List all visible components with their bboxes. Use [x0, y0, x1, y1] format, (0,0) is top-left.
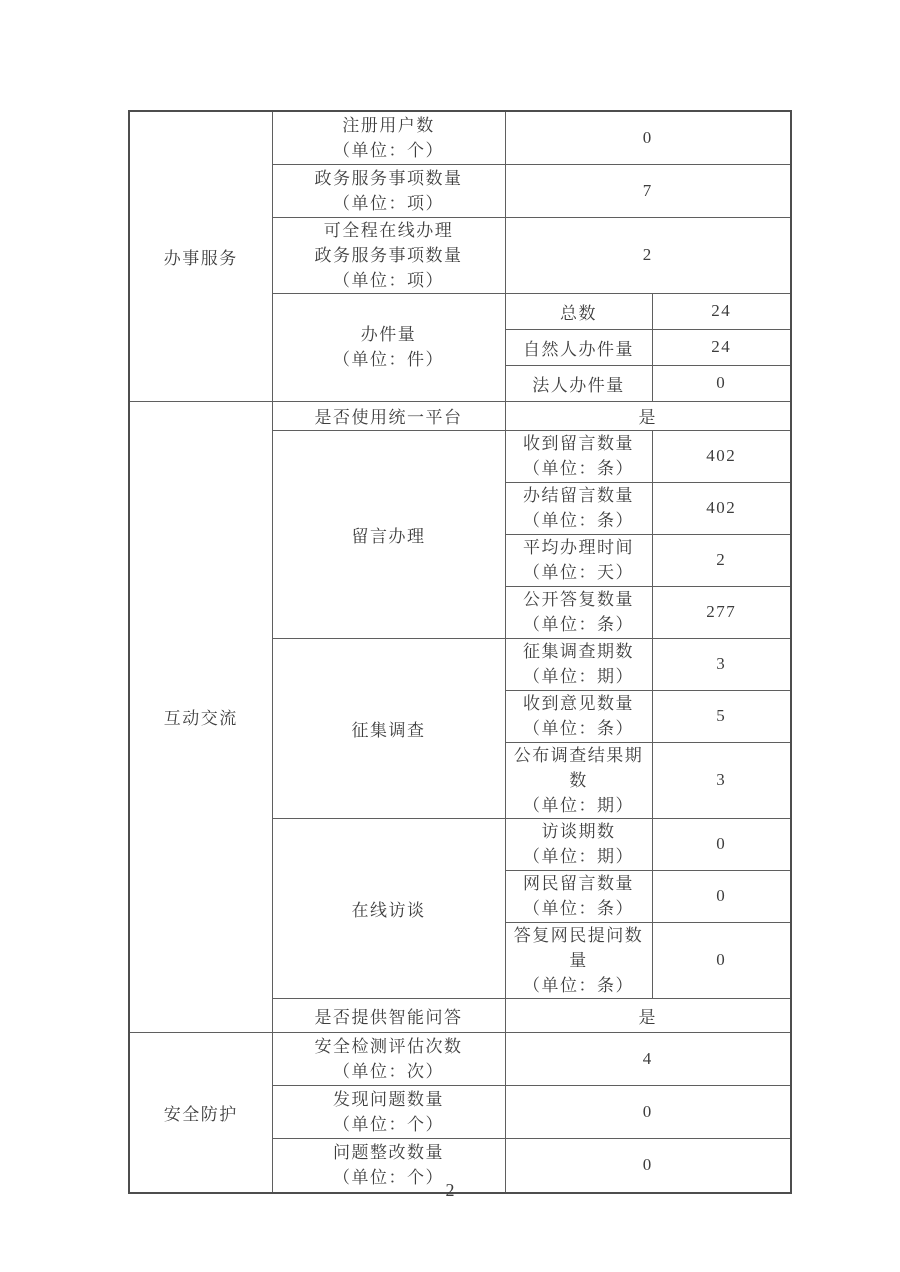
- item-unit: （单位：条）: [523, 975, 634, 995]
- sub-item-label-cell: [505, 818, 652, 870]
- value-cell: 是: [505, 401, 791, 430]
- item-unit: （单位：天）: [523, 563, 634, 582]
- item-label: 征集调查期数: [523, 642, 634, 661]
- sub-value-cell: 0: [652, 870, 791, 922]
- item-unit: （单位：条）: [523, 459, 634, 478]
- item-label: 公开答复数量: [523, 590, 634, 609]
- item-unit: （单位：项）: [333, 270, 444, 290]
- item-label-cell: [272, 1085, 505, 1138]
- sub-item-label-cell: 自然人办件量: [505, 329, 652, 365]
- page-number: 2: [445, 1180, 455, 1200]
- item-unit: （单位：期）: [523, 667, 634, 686]
- sub-value-cell: 3: [652, 742, 791, 818]
- value-cell: 0: [505, 111, 791, 164]
- sub-item-label-cell: [505, 534, 652, 586]
- value-cell: 是: [505, 998, 791, 1032]
- group-label-cell: 留言办理: [272, 430, 505, 638]
- sub-item-label-cell: [505, 690, 652, 742]
- value-cell: 2: [505, 217, 791, 293]
- value-cell: 7: [505, 164, 791, 217]
- sub-value-cell: 402: [652, 430, 791, 482]
- table-row: [129, 1032, 791, 1085]
- item-label: 收到意见数量: [523, 694, 634, 713]
- sub-item-label-cell: 总数: [505, 293, 652, 329]
- item-label-cell: 是否提供智能问答: [272, 998, 505, 1032]
- item-label-cell: [272, 111, 505, 164]
- sub-value-cell: 2: [652, 534, 791, 586]
- group-unit: （单位：件）: [333, 350, 444, 369]
- sub-value-cell: 0: [652, 365, 791, 401]
- sub-item-label-cell: [505, 482, 652, 534]
- section-category-cell: 办事服务: [129, 111, 272, 401]
- sub-value-cell: 402: [652, 482, 791, 534]
- item-unit: （单位：个）: [333, 1114, 444, 1134]
- sub-item-label-cell: [505, 870, 652, 922]
- item-label: 答复网民提问数量: [513, 925, 644, 970]
- item-label: 政务服务事项数量: [314, 168, 463, 188]
- sub-value-cell: 3: [652, 638, 791, 690]
- item-unit: （单位：条）: [523, 899, 634, 918]
- sub-value-cell: 24: [652, 329, 791, 365]
- value-cell: 0: [505, 1138, 791, 1193]
- item-label: 注册用户数: [342, 115, 435, 135]
- item-label: 问题整改数量: [333, 1143, 444, 1163]
- sub-item-label-cell: [505, 586, 652, 638]
- group-label-cell: 在线访谈: [272, 818, 505, 998]
- section-category-cell: 互动交流: [129, 401, 272, 1032]
- item-label: 访谈期数: [541, 822, 616, 841]
- item-label-cell: [272, 217, 505, 293]
- item-unit: （单位：次）: [333, 1061, 444, 1081]
- section-category-cell: 安全防护: [129, 1032, 272, 1193]
- item-label: 安全检测评估次数: [314, 1036, 463, 1056]
- item-label: 政务服务事项数量: [314, 245, 463, 265]
- item-unit: （单位：个）: [333, 140, 444, 160]
- item-unit: （单位：期）: [523, 847, 634, 866]
- item-unit: （单位：项）: [333, 193, 444, 213]
- item-label: 可全程在线办理: [323, 220, 454, 240]
- sub-item-label-cell: [505, 430, 652, 482]
- report-table: [128, 110, 792, 1194]
- item-unit: （单位：条）: [523, 511, 634, 530]
- item-unit: （单位：期）: [523, 795, 634, 815]
- value-cell: 0: [505, 1085, 791, 1138]
- sub-item-label-cell: [505, 922, 652, 998]
- sub-item-label-cell: [505, 742, 652, 818]
- item-label-cell: [272, 1032, 505, 1085]
- value-cell: 4: [505, 1032, 791, 1085]
- sub-value-cell: 24: [652, 293, 791, 329]
- item-label: 网民留言数量: [523, 874, 634, 893]
- group-label-cell: [272, 293, 505, 401]
- sub-value-cell: 5: [652, 690, 791, 742]
- sub-value-cell: 277: [652, 586, 791, 638]
- group-label-cell: 征集调查: [272, 638, 505, 818]
- table-row: [129, 111, 791, 164]
- item-label-cell: [272, 164, 505, 217]
- sub-value-cell: 0: [652, 922, 791, 998]
- table-row: [129, 401, 791, 430]
- item-label-cell: 是否使用统一平台: [272, 401, 505, 430]
- item-unit: （单位：条）: [523, 615, 634, 634]
- group-label: 办件量: [360, 325, 417, 344]
- sub-value-cell: 0: [652, 818, 791, 870]
- item-unit: （单位：条）: [523, 719, 634, 738]
- item-label: 发现问题数量: [333, 1089, 444, 1109]
- item-label: 办结留言数量: [523, 486, 634, 505]
- item-label: 平均办理时间: [523, 538, 634, 557]
- sub-item-label-cell: 法人办件量: [505, 365, 652, 401]
- sub-item-label-cell: [505, 638, 652, 690]
- item-label: 收到留言数量: [523, 434, 634, 453]
- item-unit: （单位：个）: [333, 1168, 444, 1188]
- item-label: 公布调查结果期数: [513, 745, 644, 790]
